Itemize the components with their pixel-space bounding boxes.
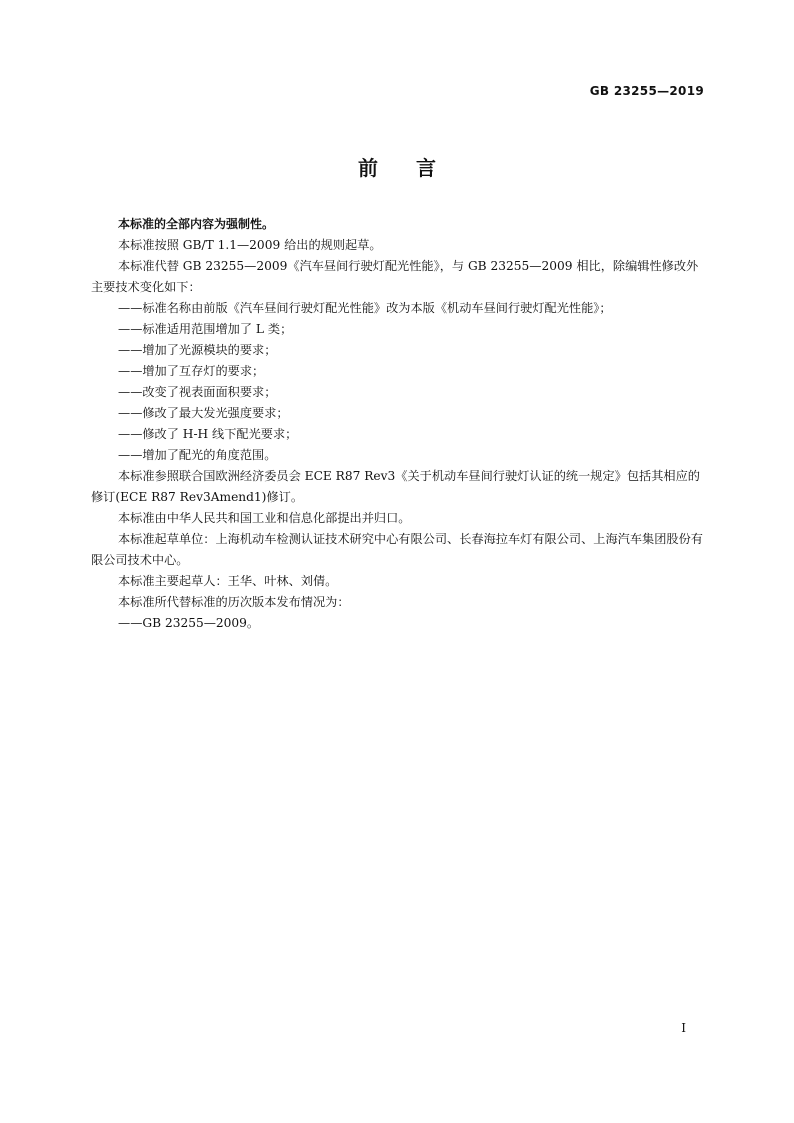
paragraph-drafting-rules: 本标准按照 GB/T 1.1—2009 给出的规则起草。 xyxy=(118,238,382,252)
change-item: ——增加了光源模块的要求； xyxy=(118,343,277,357)
page-title: 前言 xyxy=(358,156,474,180)
change-item: ——修改了最大发光强度要求； xyxy=(118,406,289,420)
paragraph-proposer: 本标准由中华人民共和国工业和信息化部提出并归口。 xyxy=(118,511,411,525)
history-item: ——GB 23255—2009。 xyxy=(118,616,260,630)
foreword-body xyxy=(91,214,706,634)
paragraph-mandatory: 本标准的全部内容为强制性。 xyxy=(118,217,275,231)
paragraph-drafters: 本标准主要起草人：王华、叶林、刘倩。 xyxy=(118,574,338,588)
change-item: ——修改了 H-H 线下配光要求； xyxy=(118,427,298,441)
paragraph-drafting-units: 本标准起草单位：上海机动车检测认证技术研究中心有限公司、长春海拉车灯有限公司、上海汽车集团股份有限公司技术中心。 xyxy=(91,532,703,567)
page-header xyxy=(590,84,704,98)
change-item: ——标准名称由前版《汽车昼间行驶灯配光性能》改为本版《机动车昼间行驶灯配光性能》； xyxy=(118,301,612,315)
change-item: ——标准适用范围增加了 L 类； xyxy=(118,322,293,336)
page-number: I xyxy=(681,1021,686,1035)
paragraph-reference: 本标准参照联合国欧洲经济委员会 ECE R87 Rev3《关于机动车昼间行驶灯认证的统一规定》包括其相应的修订(ECE R87 Rev3Amend1)修订。 xyxy=(91,469,700,504)
paragraph-history-intro: 本标准所代替标准的历次版本发布情况为： xyxy=(118,595,350,609)
paragraph-replaces: 本标准代替 GB 23255—2009《汽车昼间行驶灯配光性能》，与 GB 23255—2009 相比，除编辑性修改外主要技术变化如下： xyxy=(91,259,699,294)
change-item: ——增加了配光的角度范围。 xyxy=(118,448,277,462)
standard-number: 23255—2019 xyxy=(613,84,704,98)
change-item: ——增加了互存灯的要求； xyxy=(118,364,265,378)
change-item: ——改变了视表面面积要求； xyxy=(118,385,277,399)
standard-prefix: GB xyxy=(589,84,610,98)
